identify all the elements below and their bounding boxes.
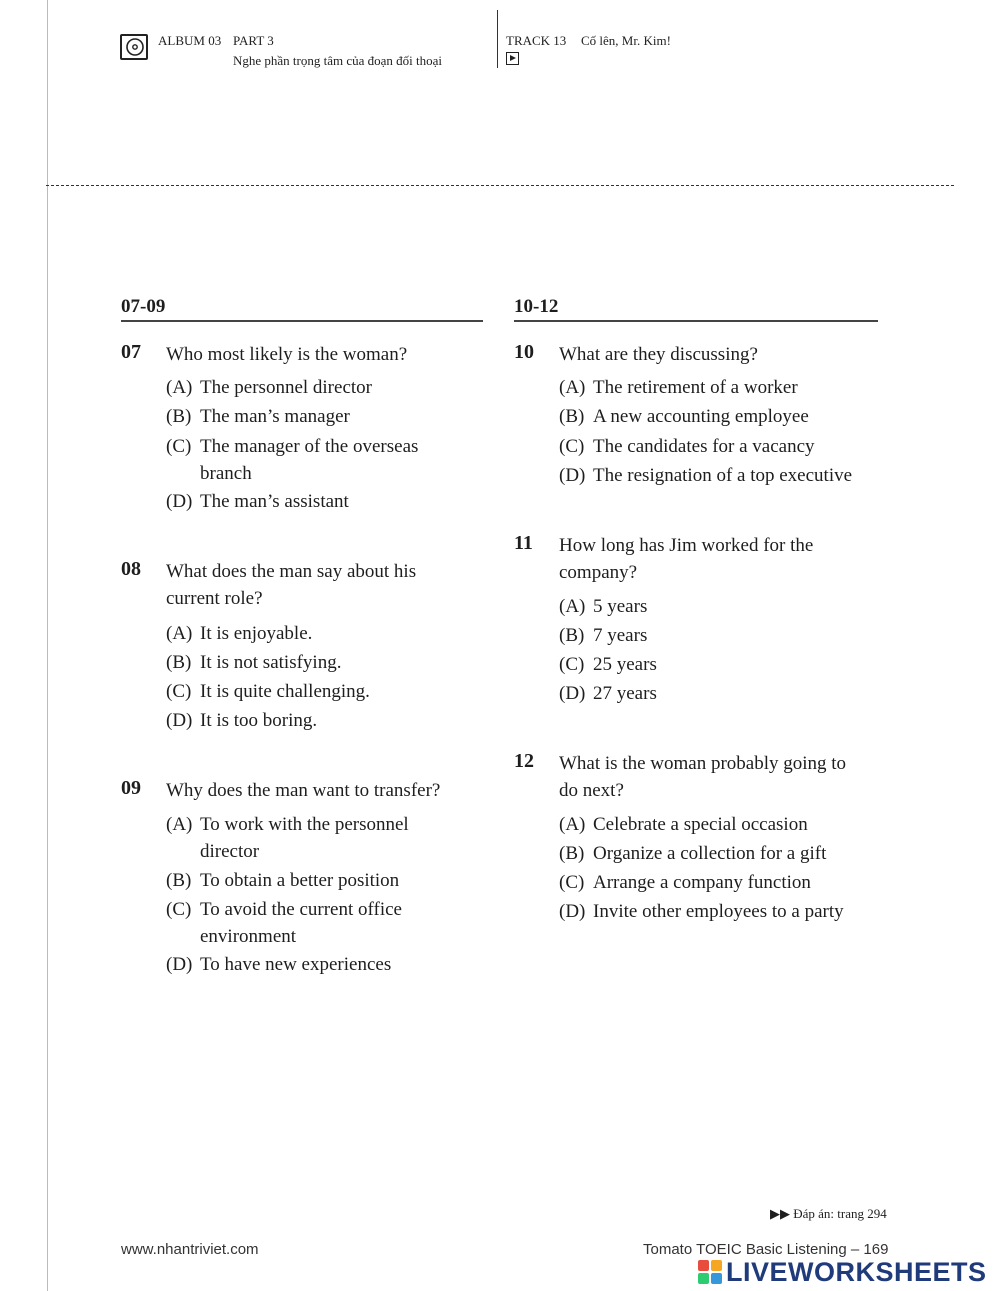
option-c[interactable]: (C) The manager of the overseas branch bbox=[166, 436, 419, 484]
question-number: 09 bbox=[121, 777, 141, 799]
section-rule-right bbox=[514, 320, 878, 322]
option-d[interactable]: (D) Invite other employees to a party bbox=[559, 901, 844, 922]
liveworksheets-logo-icon bbox=[698, 1260, 722, 1284]
question-text: What are they discussing? bbox=[559, 344, 758, 365]
section-rule-left bbox=[121, 320, 483, 322]
liveworksheets-wordmark: LIVEWORKSHEETS bbox=[726, 1256, 987, 1287]
option-d[interactable]: (D) 27 years bbox=[559, 683, 657, 704]
option-d[interactable]: (D) To have new experiences bbox=[166, 954, 392, 975]
page-edge-line bbox=[47, 0, 48, 1291]
option-b[interactable]: (B) A new accounting employee bbox=[559, 406, 809, 427]
question-number: 10 bbox=[514, 341, 534, 363]
option-a[interactable]: (A) It is enjoyable. bbox=[166, 623, 313, 644]
question-number: 08 bbox=[121, 558, 141, 580]
cd-icon bbox=[120, 34, 148, 60]
option-d[interactable]: (D) It is too boring. bbox=[166, 710, 318, 731]
question-text: Who most likely is the woman? bbox=[166, 344, 408, 365]
play-icon[interactable] bbox=[506, 52, 519, 65]
question-number: 12 bbox=[514, 750, 534, 772]
option-c[interactable]: (C) 25 years bbox=[559, 654, 657, 675]
question-text: What does the man say about his current role? bbox=[166, 561, 417, 609]
dashed-divider bbox=[46, 185, 954, 186]
option-d[interactable]: (D) The man’s assistant bbox=[166, 491, 349, 512]
option-b[interactable]: (B) The man’s manager bbox=[166, 406, 350, 427]
footer-url: www.nhantriviet.com bbox=[121, 1241, 259, 1258]
question-text: How long has Jim worked for the company? bbox=[559, 535, 814, 583]
header-subtitle: Nghe phần trọng tâm của đoạn đối thoại bbox=[233, 53, 443, 68]
option-c[interactable]: (C) To avoid the current office environment bbox=[166, 899, 402, 947]
question-text: What is the woman probably going to do next? bbox=[559, 753, 847, 801]
question-text: Why does the man want to transfer? bbox=[166, 780, 441, 801]
header-divider bbox=[497, 10, 498, 68]
option-a[interactable]: (A) 5 years bbox=[559, 596, 648, 617]
option-a[interactable]: (A) The retirement of a worker bbox=[559, 377, 798, 398]
option-c[interactable]: (C) Arrange a company function bbox=[559, 872, 811, 893]
option-b[interactable]: (B) 7 years bbox=[559, 625, 648, 646]
part-label: PART 3 bbox=[233, 33, 274, 48]
track-title: Cố lên, Mr. Kim! bbox=[581, 33, 671, 48]
option-a[interactable]: (A) The personnel director bbox=[166, 377, 372, 398]
answer-reference: ▶▶ Đáp án: trang 294 bbox=[770, 1206, 887, 1221]
track-label: TRACK 13 bbox=[506, 33, 567, 48]
album-label: ALBUM 03 bbox=[158, 33, 222, 48]
option-b[interactable]: (B) To obtain a better position bbox=[166, 870, 400, 891]
liveworksheets-logo bbox=[698, 1257, 987, 1287]
option-b[interactable]: (B) It is not satisfying. bbox=[166, 652, 342, 673]
option-a[interactable]: (A) Celebrate a special occasion bbox=[559, 814, 808, 835]
option-c[interactable]: (C) The candidates for a vacancy bbox=[559, 436, 815, 457]
footer-book-title: Tomato TOEIC Basic Listening – 169 bbox=[643, 1241, 889, 1258]
option-a[interactable]: (A) To work with the personnel director bbox=[166, 814, 409, 862]
section-title-left: 07-09 bbox=[121, 296, 166, 317]
section-title-right: 10-12 bbox=[514, 296, 559, 317]
option-b[interactable]: (B) Organize a collection for a gift bbox=[559, 843, 827, 864]
option-d[interactable]: (D) The resignation of a top executive bbox=[559, 465, 853, 486]
question-number: 11 bbox=[514, 532, 533, 554]
option-c[interactable]: (C) It is quite challenging. bbox=[166, 681, 370, 702]
question-number: 07 bbox=[121, 341, 141, 363]
